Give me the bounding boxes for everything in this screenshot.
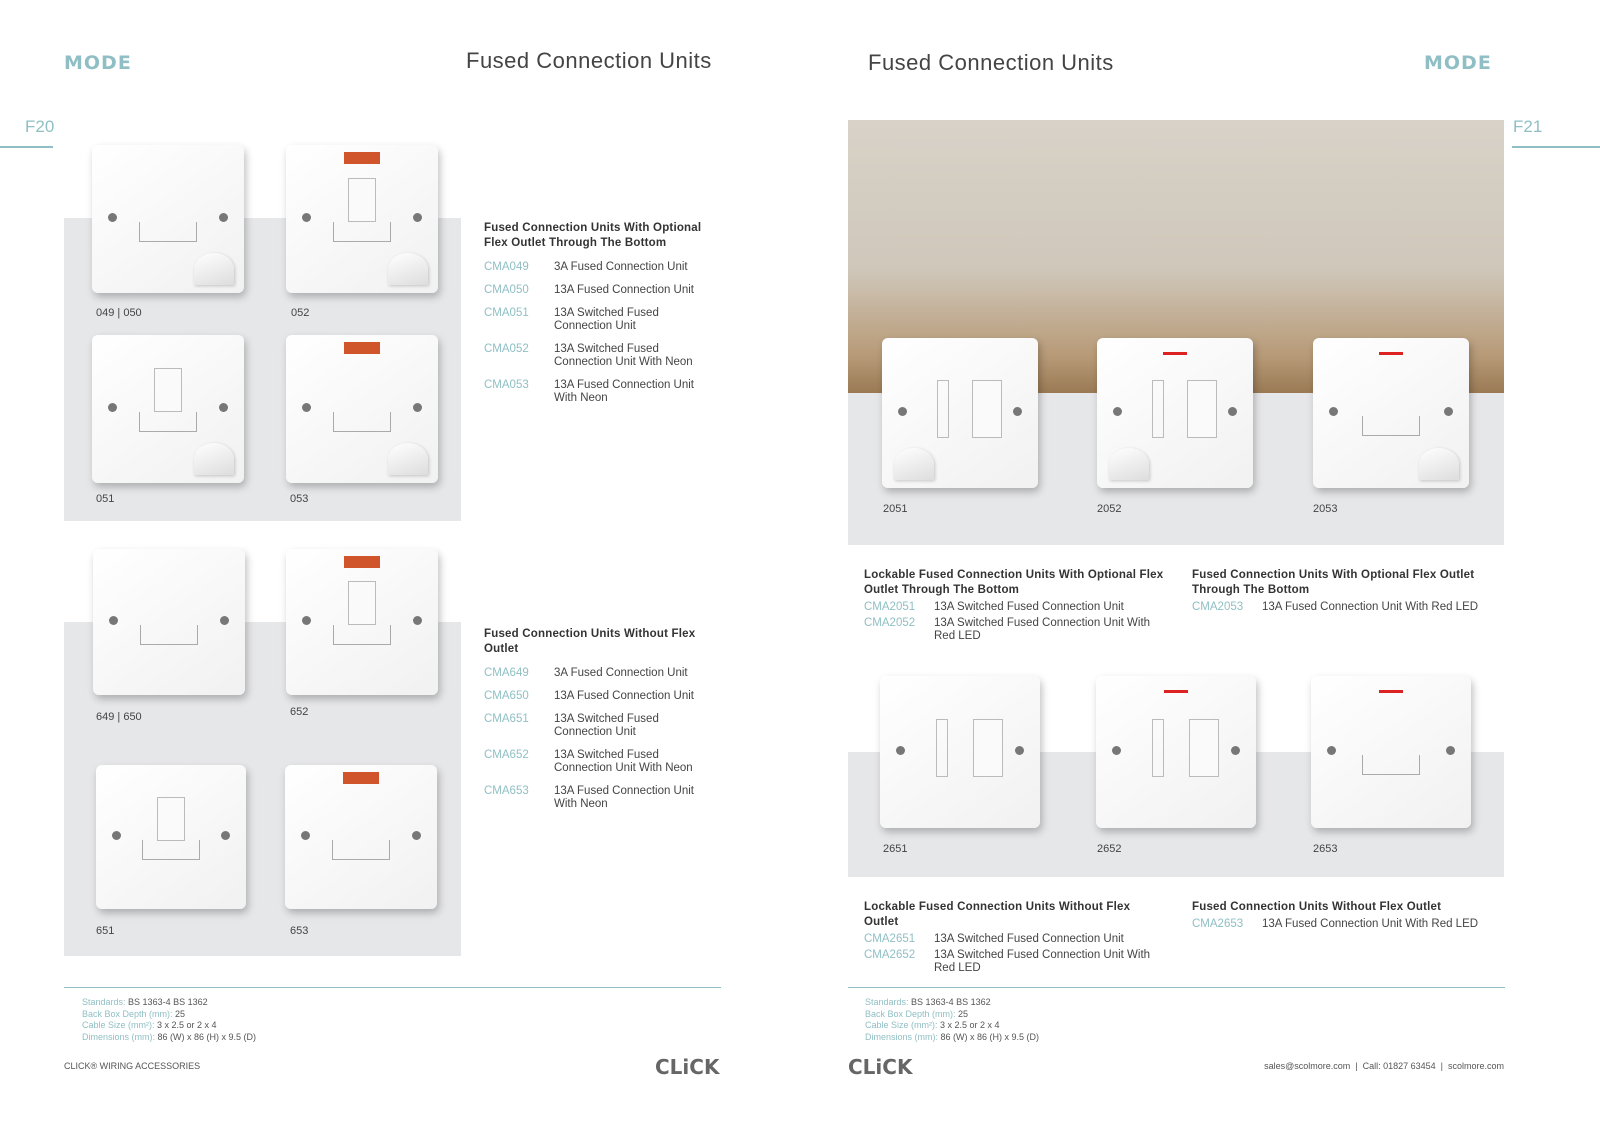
fuse-carrier — [333, 625, 391, 645]
divider — [64, 987, 721, 988]
product-description: 13A Fused Connection Unit — [554, 690, 695, 702]
product-caption: 053 — [290, 493, 309, 505]
section-5 — [1192, 900, 1502, 931]
fuse-carrier — [332, 840, 390, 860]
product-caption: 653 — [290, 925, 309, 937]
product-image — [96, 765, 246, 909]
product-description: 13A Fused Connection Unit With Neon — [554, 379, 695, 404]
screw-icon — [1231, 746, 1240, 755]
product-code: CMA653 — [484, 785, 529, 797]
section-title: Lockable Fused Connection Units Without Flex Outlet — [864, 901, 1131, 928]
spec-value: 3 x 2.5 or 2 x 4 — [940, 1020, 1000, 1030]
switch-rocker — [972, 380, 1002, 438]
product-description: 13A Fused Connection Unit With Neon — [554, 785, 695, 810]
product-row — [484, 307, 709, 333]
flex-outlet — [1109, 448, 1149, 480]
product-caption: 2651 — [883, 843, 908, 855]
page-title-left: Fused Connection Units — [466, 48, 712, 73]
product-code: CMA050 — [484, 284, 529, 296]
footer-left-text: CLICK® WIRING ACCESSORIES — [64, 1061, 201, 1071]
led-indicator — [1379, 690, 1403, 693]
section-3 — [1192, 568, 1502, 614]
product-code: CMA650 — [484, 690, 529, 702]
screw-icon — [1015, 746, 1024, 755]
product-row — [864, 949, 1164, 975]
product-row — [484, 261, 709, 274]
flex-outlet — [194, 253, 234, 285]
product-row — [1192, 918, 1502, 931]
led-indicator — [1379, 352, 1403, 355]
product-row — [484, 379, 709, 405]
product-caption: 652 — [290, 706, 309, 718]
screw-icon — [302, 213, 311, 222]
section-title: Fused Connection Units With Optional Flex Outlet Through The Bottom — [1192, 569, 1475, 596]
product-caption: 052 — [291, 307, 310, 319]
switch-rocker — [348, 581, 376, 625]
product-row — [484, 713, 709, 739]
lock-icon — [1152, 719, 1164, 777]
product-code: CMA2653 — [1192, 918, 1244, 930]
screw-icon — [1013, 407, 1022, 416]
product-code: CMA051 — [484, 307, 529, 319]
spec-value: 86 (W) x 86 (H) x 9.5 (D) — [940, 1031, 1040, 1042]
product-code: CMA2652 — [864, 949, 916, 961]
spec-value: BS 1363-4 BS 1362 — [911, 997, 991, 1007]
lock-icon — [1152, 380, 1164, 438]
screw-icon — [413, 616, 422, 625]
product-image — [1097, 338, 1253, 488]
screw-icon — [898, 407, 907, 416]
product-description: 3A Fused Connection Unit — [554, 667, 688, 679]
product-image — [880, 676, 1040, 828]
lock-icon — [937, 380, 949, 438]
product-description: 3A Fused Connection Unit — [554, 261, 688, 273]
screw-icon — [109, 616, 118, 625]
product-caption: 651 — [96, 925, 115, 937]
fuse-carrier — [1362, 755, 1420, 775]
neon-indicator — [343, 772, 379, 784]
spec-label: Standards: — [82, 997, 126, 1007]
product-description: 13A Switched Fused Connection Unit — [934, 601, 1124, 613]
product-description: 13A Fused Connection Unit With Red LED — [1262, 601, 1479, 613]
product-code: CMA053 — [484, 379, 529, 391]
product-image — [286, 145, 438, 293]
specs-right — [865, 997, 1039, 1043]
product-image — [286, 549, 438, 695]
fuse-carrier — [139, 222, 197, 242]
divider — [848, 987, 1505, 988]
product-code: CMA049 — [484, 261, 529, 273]
product-description: 13A Switched Fused Connection Unit With Red LED — [934, 949, 1151, 974]
product-caption: 2051 — [883, 503, 908, 515]
product-caption: 2052 — [1097, 503, 1122, 515]
spec-label: Back Box Depth (mm): — [865, 1008, 956, 1019]
neon-indicator — [344, 342, 380, 354]
led-indicator — [1163, 352, 1187, 355]
section-title: Fused Connection Units Without Flex Outlet — [1192, 901, 1442, 913]
product-code: CMA652 — [484, 749, 529, 761]
screw-icon — [108, 213, 117, 222]
mode-logo: MODE — [1424, 52, 1492, 74]
section-title: Fused Connection Units Without Flex Outlet — [484, 628, 696, 655]
product-row — [864, 933, 1164, 946]
screw-icon — [302, 403, 311, 412]
product-row — [864, 617, 1164, 643]
product-row — [864, 601, 1164, 614]
product-image — [92, 145, 244, 293]
screw-icon — [1327, 746, 1336, 755]
switch-rocker — [154, 368, 182, 412]
section-2 — [864, 568, 1164, 643]
section-title: Lockable Fused Connection Units With Optional Flex Outlet Through The Bottom — [864, 569, 1164, 596]
product-row — [484, 667, 709, 680]
screw-icon — [413, 403, 422, 412]
switch-rocker — [973, 719, 1003, 777]
spec-value: BS 1363-4 BS 1362 — [128, 997, 208, 1007]
screw-icon — [413, 213, 422, 222]
product-caption: 2653 — [1313, 843, 1338, 855]
product-image — [93, 549, 245, 695]
product-description: 13A Fused Connection Unit With Red LED — [1262, 918, 1479, 930]
product-caption: 051 — [96, 493, 115, 505]
flex-outlet — [194, 443, 234, 475]
product-code: CMA2051 — [864, 601, 916, 613]
screw-icon — [1329, 407, 1338, 416]
spec-label: Cable Size (mm²): — [865, 1020, 938, 1030]
screw-icon — [112, 831, 121, 840]
product-description: 13A Fused Connection Unit — [554, 284, 695, 296]
flex-outlet — [894, 448, 934, 480]
product-row — [484, 690, 709, 703]
spec-label: Dimensions (mm): — [865, 1031, 939, 1042]
screw-icon — [219, 403, 228, 412]
screw-icon — [301, 831, 310, 840]
neon-indicator — [344, 152, 380, 164]
contact-info: sales@scolmore.com | Call: 01827 63454 | scolmore.com — [1264, 1061, 1504, 1071]
click-logo: CLiCK — [655, 1055, 720, 1079]
fuse-carrier — [333, 412, 391, 432]
switch-rocker — [157, 797, 185, 841]
screw-icon — [219, 213, 228, 222]
product-image — [286, 335, 438, 483]
flex-outlet — [388, 253, 428, 285]
fuse-carrier — [139, 412, 197, 432]
section-1 — [484, 627, 709, 811]
screw-icon — [1446, 746, 1455, 755]
product-caption: 649 | 650 — [96, 711, 142, 723]
screw-icon — [1112, 746, 1121, 755]
product-image — [92, 335, 244, 483]
lock-icon — [936, 719, 948, 777]
spec-label: Cable Size (mm²): — [82, 1020, 155, 1030]
screw-icon — [896, 746, 905, 755]
led-indicator — [1164, 690, 1188, 693]
fuse-carrier — [1362, 416, 1420, 436]
product-description: 13A Switched Fused Connection Unit — [554, 307, 659, 332]
page-marker-line — [0, 146, 53, 148]
page-number-left: F20 — [25, 117, 55, 136]
mode-logo: MODE — [64, 52, 132, 74]
product-row — [484, 343, 709, 369]
section-0 — [484, 221, 709, 405]
page-title-right: Fused Connection Units — [868, 50, 1114, 75]
screw-icon — [1113, 407, 1122, 416]
product-description: 13A Switched Fused Connection Unit — [934, 933, 1124, 945]
spec-label: Standards: — [865, 997, 909, 1007]
spec-label: Dimensions (mm): — [82, 1031, 156, 1042]
product-description: 13A Switched Fused Connection Unit With Neon — [554, 343, 693, 368]
switch-rocker — [1189, 719, 1219, 777]
product-code: CMA649 — [484, 667, 529, 679]
neon-indicator — [344, 556, 380, 568]
spec-value: 25 — [175, 1008, 186, 1019]
product-caption: 2053 — [1313, 503, 1338, 515]
screw-icon — [302, 616, 311, 625]
product-row — [1192, 601, 1502, 614]
specs-left — [82, 997, 256, 1043]
fuse-carrier — [333, 222, 391, 242]
product-image — [1096, 676, 1256, 828]
fuse-carrier — [142, 840, 200, 860]
product-image — [1313, 338, 1469, 488]
screw-icon — [221, 831, 230, 840]
product-code: CMA2651 — [864, 933, 916, 945]
product-code: CMA651 — [484, 713, 529, 725]
switch-rocker — [1187, 380, 1217, 438]
product-image — [285, 765, 437, 909]
section-title: Fused Connection Units With Optional Flex Outlet Through The Bottom — [484, 222, 702, 249]
product-description: 13A Switched Fused Connection Unit — [554, 713, 659, 738]
flex-outlet — [388, 443, 428, 475]
product-image — [1311, 676, 1471, 828]
product-caption: 2652 — [1097, 843, 1122, 855]
product-row — [484, 749, 709, 775]
spec-value: 3 x 2.5 or 2 x 4 — [157, 1020, 217, 1030]
product-description: 13A Switched Fused Connection Unit With Red LED — [934, 617, 1151, 642]
screw-icon — [1228, 407, 1237, 416]
product-caption: 049 | 050 — [96, 307, 142, 319]
click-logo: CLiCK — [848, 1055, 913, 1079]
flex-outlet — [1419, 448, 1459, 480]
screw-icon — [1444, 407, 1453, 416]
fuse-carrier — [140, 625, 198, 645]
page-number-right: F21 — [1513, 117, 1543, 136]
switch-rocker — [348, 178, 376, 222]
product-code: CMA2052 — [864, 617, 916, 629]
product-image — [882, 338, 1038, 488]
spec-label: Back Box Depth (mm): — [82, 1008, 173, 1019]
spec-value: 86 (W) x 86 (H) x 9.5 (D) — [157, 1031, 257, 1042]
product-code: CMA2053 — [1192, 601, 1244, 613]
spec-value: 25 — [958, 1008, 969, 1019]
page-marker-line — [1512, 146, 1600, 148]
screw-icon — [108, 403, 117, 412]
product-description: 13A Switched Fused Connection Unit With Neon — [554, 749, 693, 774]
screw-icon — [412, 831, 421, 840]
product-row — [484, 284, 709, 297]
product-row — [484, 785, 709, 811]
screw-icon — [220, 616, 229, 625]
product-code: CMA052 — [484, 343, 529, 355]
section-4 — [864, 900, 1164, 975]
